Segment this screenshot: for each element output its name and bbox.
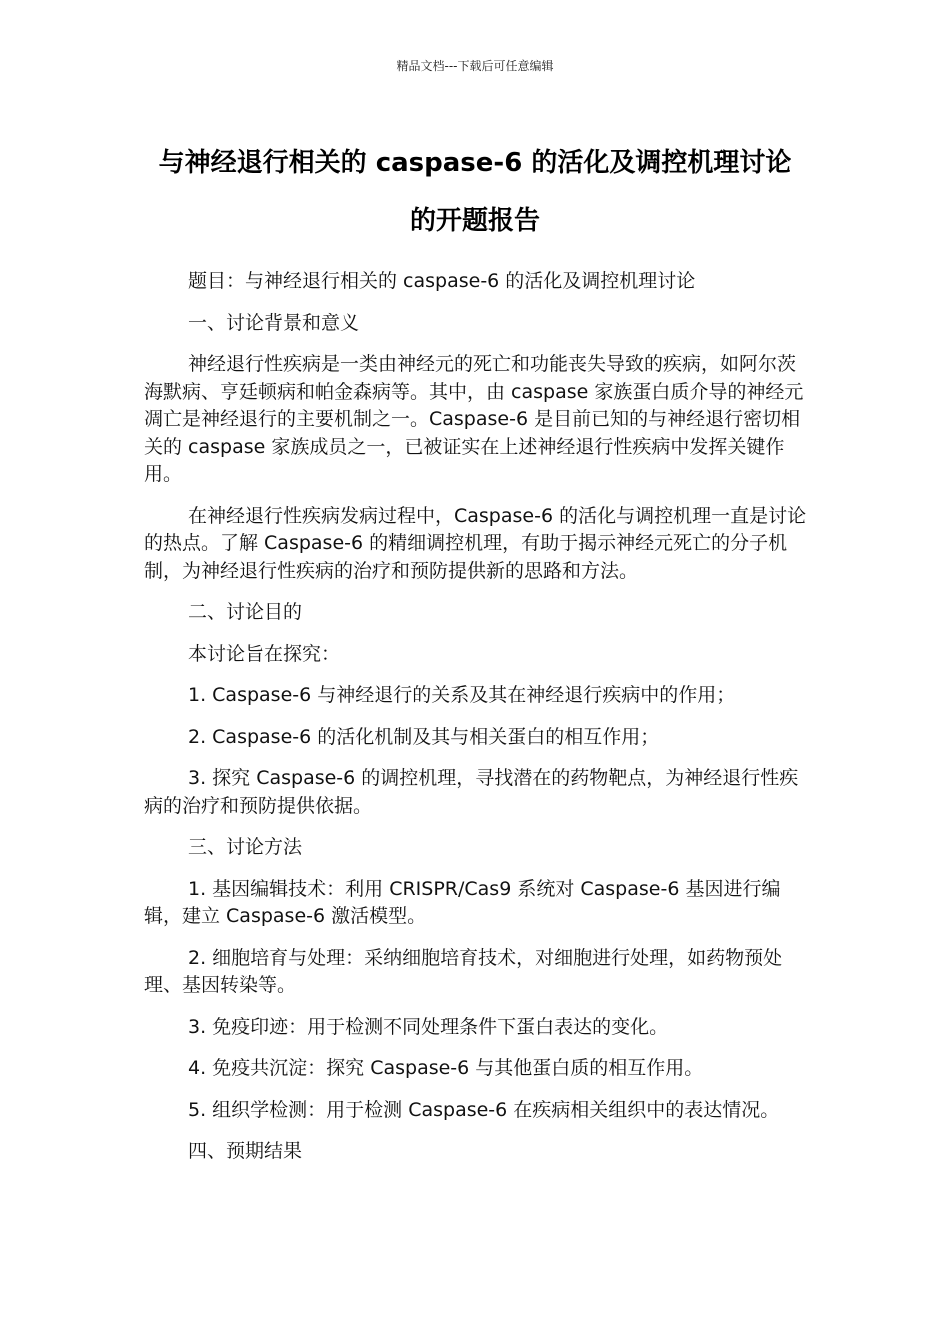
document-body [144,268,808,1180]
section-heading-methods: 三、讨论方法 [188,836,303,858]
purpose-item-3: 3. 探究 Caspase-6 的调控机理，寻找潜在的药物靶点，为神经退行性疾病的治疗和预防提供依据。 [144,767,799,817]
section-heading-background: 一、讨论背景和意义 [188,311,360,334]
title-line-1: 与神经退行相关的 caspase-6 的活化及调控机理讨论 [158,148,792,178]
purpose-item-2: 2. Caspase-6 的活化机制及其与相关蛋白的相互作用； [188,725,660,748]
paragraph-background-1: 神经退行性疾病是一类由神经元的死亡和功能丧失导致的疾病，如阿尔茨海默病、亨廷顿病和帕金森病等。其中，由 caspase 家族蛋白质介导的神经元凋亡是神经退行的主要机制之一。Caspase-6 是目前已知的与神经退行密切相关的 caspase 家族成员之一，已被证实在上述神经退行性疾病中发挥关键作用。 [144,353,804,485]
purpose-intro: 本讨论旨在探究： [188,642,341,665]
topic-line: 题目：与神经退行相关的 caspase-6 的活化及调控机理讨论 [188,270,696,292]
method-item-5: 5. 组织学检测：用于检测 Caspase-6 在疾病相关组织中的表达情况。 [188,1098,780,1121]
section-heading-results: 四、预期结果 [188,1140,303,1162]
purpose-item-1: 1. Caspase-6 与神经退行的关系及其在神经退行疾病中的作用； [188,684,736,706]
page-header: 精品文档---下载后可任意编辑 [396,59,554,73]
document-title [140,134,810,250]
method-item-3: 3. 免疫印迹：用于检测不同处理条件下蛋白表达的变化。 [188,1015,669,1038]
method-item-1: 1. 基因编辑技术：利用 CRISPR/Cas9 系统对 Caspase-6 基因进行编辑，建立 Caspase-6 激活模型。 [144,877,781,927]
method-item-2: 2. 细胞培育与处理：采纳细胞培育技术，对细胞进行处理，如药物预处理、基因转染等。 [144,946,783,996]
title-line-2: 的开题报告 [409,206,540,236]
method-item-4: 4. 免疫共沉淀：探究 Caspase-6 与其他蛋白质的相互作用。 [188,1057,704,1079]
paragraph-background-2: 在神经退行性疾病发病过程中，Caspase-6 的活化与调控机理一直是讨论的热点。了解 Caspase-6 的精细调控机理，有助于揭示神经元死亡的分子机制，为神经退行性疾病的治疗和预防提供新的思路和方法。 [144,504,807,582]
section-heading-purpose: 二、讨论目的 [188,601,303,623]
